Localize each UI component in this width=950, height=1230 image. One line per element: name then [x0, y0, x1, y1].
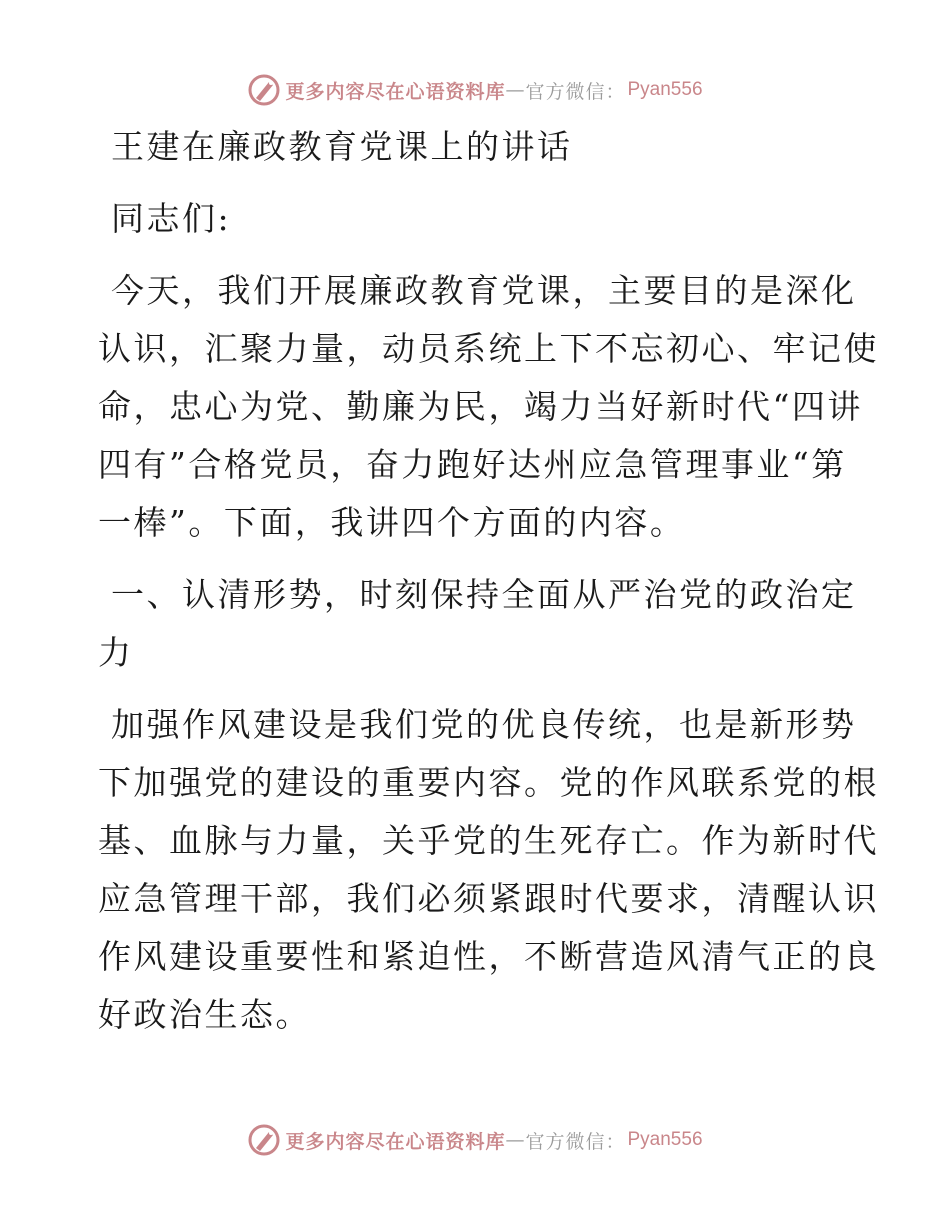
footer-watermark — [0, 1120, 950, 1160]
watermark-wechat-id: Pyan556 — [627, 1129, 703, 1150]
pen-logo-icon — [247, 1123, 281, 1157]
greeting: 同志们: — [98, 199, 232, 238]
paragraph-intro — [98, 262, 879, 552]
text-line: 命，忠心为党、勤廉为民，竭力当好新时代“四讲 — [98, 387, 863, 426]
watermark-sub-text: 官方微信： — [525, 1130, 626, 1153]
section-heading-1 — [98, 566, 858, 682]
text-line: 基、血脉与力量，关乎党的生死存亡。作为新时代 — [98, 821, 879, 860]
text-line: 四有”合格党员，奋力跑好达州应急管理事业“第 — [98, 445, 847, 484]
text-line: 加强作风建设是我们党的优良传统，也是新形势 — [98, 705, 857, 744]
text-line: 一棒”。下面，我讲四个方面的内容。 — [98, 503, 686, 542]
watermark-wechat-id: Pyan556 — [627, 79, 703, 100]
heading-line: 力 — [98, 633, 134, 672]
text-line: 应急管理干部，我们必须紧跟时代要求，清醒认识 — [98, 879, 879, 918]
watermark-dash: — — [505, 79, 526, 101]
pen-logo-icon — [247, 73, 281, 107]
heading-line: 一、认清形势，时刻保持全面从严治党的政治定 — [98, 575, 857, 614]
text-line: 下加强党的建设的重要内容。党的作风联系党的根 — [98, 763, 879, 802]
watermark-main-text: 更多内容尽在心语资料库 — [285, 1130, 506, 1153]
header-watermark — [0, 70, 950, 110]
document-body — [98, 118, 879, 1044]
text-line: 认识，汇聚力量，动员系统上下不忘初心、牢记使 — [98, 329, 879, 368]
text-line: 好政治生态。 — [98, 995, 311, 1034]
document-title: 王建在廉政教育党课上的讲话 — [98, 127, 573, 166]
watermark-main-text: 更多内容尽在心语资料库 — [285, 80, 506, 103]
paragraph-style — [98, 696, 879, 1044]
text-line: 今天，我们开展廉政教育党课，主要目的是深化 — [98, 271, 857, 310]
text-line: 作风建设重要性和紧迫性，不断营造风清气正的良 — [98, 937, 879, 976]
watermark-dash: — — [505, 1129, 526, 1151]
watermark-sub-text: 官方微信： — [525, 80, 626, 103]
